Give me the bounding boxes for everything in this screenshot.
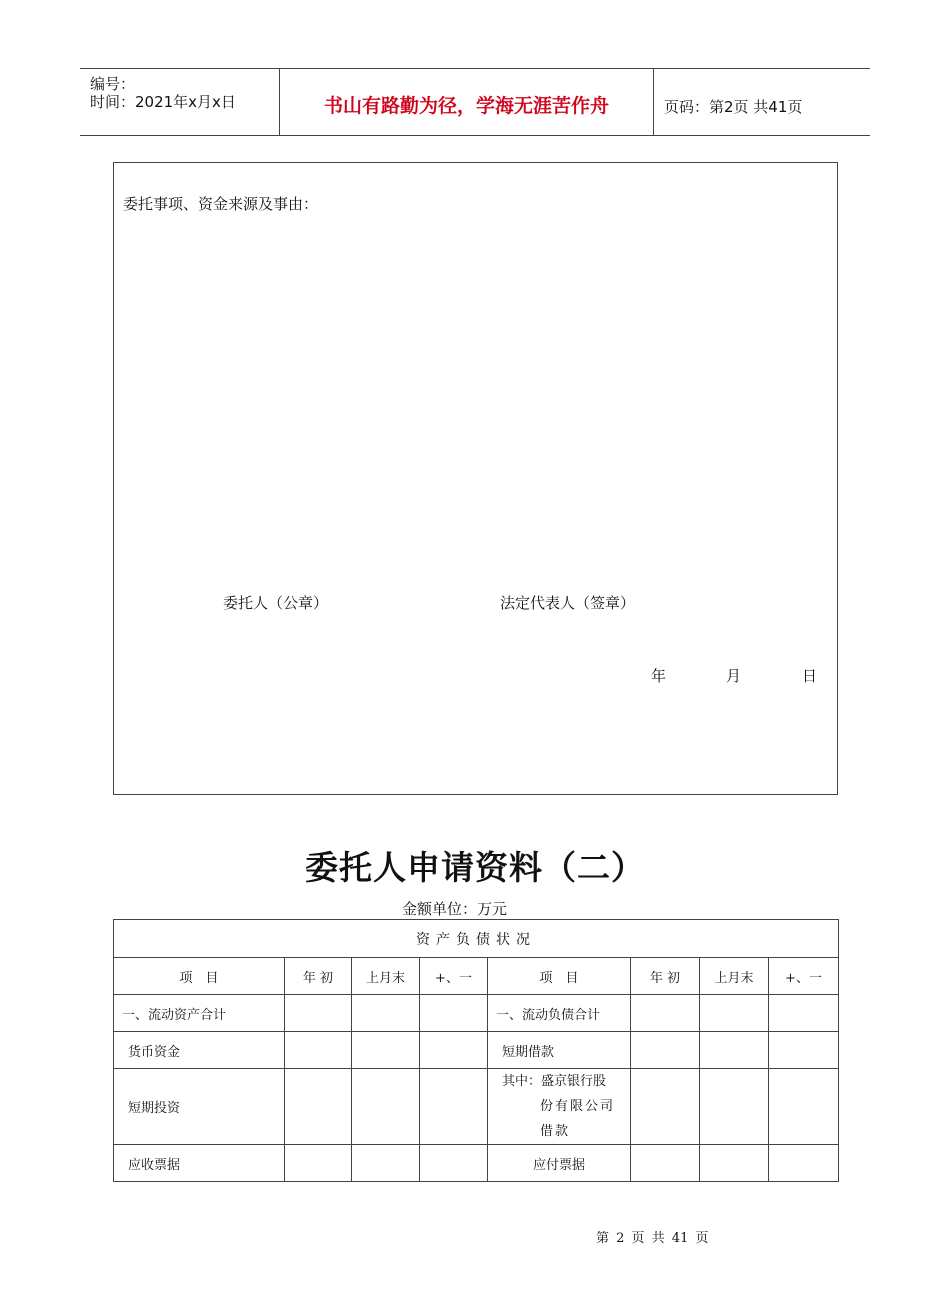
asset-label: 货币资金 <box>114 1032 285 1069</box>
client-signature-label: 委托人（公章） <box>223 594 329 612</box>
asset-label: 一、流动资产合计 <box>114 995 285 1032</box>
legal-rep-signature-label: 法定代表人（签章） <box>500 594 636 612</box>
header-item-asset: 项 目 <box>114 958 285 995</box>
table-header-row <box>114 958 839 995</box>
value-cell <box>700 995 769 1032</box>
time-label: 时间：2021年x月x日 <box>90 93 236 111</box>
date-day: 日 <box>802 667 818 685</box>
value-cell <box>285 1069 352 1145</box>
liability-label: 短期借款 <box>488 1032 631 1069</box>
asset-label: 短期投资 <box>114 1069 285 1145</box>
liability-label: 应付票据 <box>488 1145 631 1182</box>
table-row <box>114 1145 839 1182</box>
value-cell <box>420 1145 488 1182</box>
value-cell <box>352 995 420 1032</box>
liability-label <box>488 1069 631 1145</box>
value-cell <box>769 995 839 1032</box>
motto: 书山有路勤为径，学海无涯苦作舟 <box>280 69 654 135</box>
value-cell <box>700 1069 769 1145</box>
number-label: 编号： <box>90 75 136 93</box>
value-cell <box>700 1032 769 1069</box>
header-change: +、一 <box>769 958 839 995</box>
table-row <box>114 1069 839 1145</box>
table-row <box>114 995 839 1032</box>
value-cell <box>420 1032 488 1069</box>
value-cell <box>420 995 488 1032</box>
value-cell <box>631 995 700 1032</box>
value-cell <box>420 1069 488 1145</box>
header-left-cell <box>80 69 280 135</box>
value-cell <box>285 1145 352 1182</box>
entrustment-box <box>113 162 838 795</box>
value-cell <box>700 1145 769 1182</box>
page-info: 页码：第2页 共41页 <box>664 97 803 116</box>
page-title: 委托人申请资料（二） <box>305 848 645 887</box>
value-cell <box>631 1069 700 1145</box>
header-begin-year: 年 初 <box>631 958 700 995</box>
table-row <box>114 1032 839 1069</box>
balance-sheet-table <box>113 919 839 1182</box>
value-cell <box>631 1032 700 1069</box>
value-cell <box>631 1145 700 1182</box>
value-cell <box>285 995 352 1032</box>
header-begin-year: 年 初 <box>285 958 352 995</box>
liability-label-line1: 其中：盛京银行股 <box>502 1074 607 1089</box>
page-footer: 第 2 页 共 41 页 <box>596 1231 709 1246</box>
header-last-month: 上月末 <box>700 958 769 995</box>
liability-label: 一、流动负债合计 <box>488 995 631 1032</box>
matter-label: 委托事项、资金来源及事由： <box>123 195 319 213</box>
liability-label-line3: 借款 <box>540 1124 571 1139</box>
value-cell <box>352 1069 420 1145</box>
header-last-month: 上月末 <box>352 958 420 995</box>
value-cell <box>352 1145 420 1182</box>
date-year: 年 <box>651 667 667 685</box>
value-cell <box>769 1145 839 1182</box>
amount-unit: 金额单位：万元 <box>402 900 508 918</box>
value-cell <box>352 1032 420 1069</box>
page-header <box>80 68 870 136</box>
value-cell <box>769 1032 839 1069</box>
value-cell <box>769 1069 839 1145</box>
asset-label: 应收票据 <box>114 1145 285 1182</box>
value-cell <box>285 1032 352 1069</box>
header-item-liability: 项 目 <box>488 958 631 995</box>
table-title: 资产负债状况 <box>114 920 839 958</box>
header-change: +、一 <box>420 958 488 995</box>
date-month: 月 <box>726 667 742 685</box>
liability-label-line2: 份有限公司 <box>540 1099 616 1114</box>
